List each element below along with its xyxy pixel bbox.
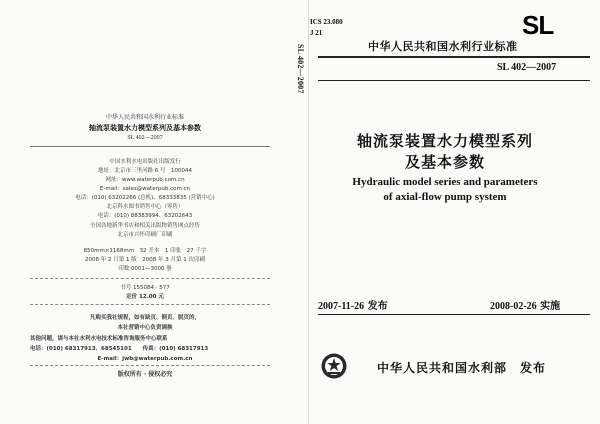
- national-emblem-icon: [320, 352, 348, 380]
- classification-codes: [310, 17, 343, 39]
- back-cover: [0, 0, 290, 424]
- issue-date-block: [318, 297, 388, 312]
- back-series-title: 中华人民共和国水利行业标准: [105, 114, 184, 121]
- quality-note-2: 本社营销中心负责调换: [117, 325, 173, 331]
- back-divider-1: [30, 146, 270, 147]
- issue-date: 2007-11-26: [318, 301, 365, 312]
- front-standard-number: SL 402—2007: [497, 62, 557, 73]
- contact-note-2: 电话：(010) 68317913、68545101 传真：(010) 68317913: [30, 346, 209, 352]
- title-chinese-line-2: 及基本参数: [404, 153, 485, 171]
- implement-label: 实施: [540, 301, 561, 312]
- issuing-authority: 中华人民共和国水利部 发布: [377, 361, 547, 375]
- class-code: J 21: [310, 29, 323, 37]
- back-standard-number: SL 402—2007: [127, 135, 163, 141]
- industry-standard-heading: 中华人民共和国水利行业标准: [368, 40, 518, 53]
- sl-logo: SL: [522, 10, 554, 40]
- back-divider-3: [30, 304, 270, 305]
- spine-fold-line: [308, 0, 309, 424]
- implement-date-block: [490, 297, 560, 312]
- printer: 北京市兴怀印刷厂印刷: [117, 232, 173, 238]
- retail-department: 北京科水图书销售中心（零售）: [106, 204, 184, 210]
- quality-note-1: 凡购买我社规程，如有缺页、倒页、脱页的，: [89, 315, 200, 321]
- contact-email: E-mail：jwb@waterpub.com.cn: [97, 356, 193, 362]
- back-divider-4: [30, 365, 270, 366]
- book-specs-1: 850mm×1168mm 32 开本 1 印张 27 千字: [83, 248, 207, 254]
- publisher: 中国水利水电出版社出版发行: [109, 159, 181, 165]
- publisher-phone: 电话：(010) 63202266 (总机)、68333835 (营销中心): [75, 195, 215, 201]
- publisher-address: 地址：北京市三里河路 6 号 100044: [98, 168, 192, 174]
- publisher-website: 网址：www.waterpub.com.cn: [105, 177, 185, 183]
- number-rule: [318, 80, 590, 81]
- back-standard-title: 轴流泵装置水力模型系列及基本参数: [89, 124, 201, 132]
- title-english-line-2: of axial-flow pump system: [383, 191, 507, 203]
- price: 定价 12.00 元: [126, 294, 164, 300]
- ics-code: ICS 23.080: [310, 18, 343, 26]
- retail-phone: 电话：(010) 88383994、63202643: [97, 213, 193, 219]
- print-run: 印数 0001—3000 册: [118, 266, 172, 272]
- title-english-line-1: Hydraulic model series and parameters: [352, 176, 538, 188]
- back-divider-2: [30, 278, 270, 279]
- copyright-notice: 版权所有 · 侵权必究: [117, 371, 173, 378]
- contact-note-1: 其他问题，请与本社水利水电技术标准咨询服务中心联系: [30, 336, 168, 342]
- book-specs-2: 2008 年 2 月第 1 版 2008 年 3 月第 1 次印刷: [85, 257, 205, 263]
- implement-date: 2008-02-26: [490, 301, 537, 312]
- title-chinese-line-1: 轴流泵装置水力模型系列: [356, 132, 533, 150]
- issue-label: 发布: [367, 301, 388, 312]
- spine-standard-number: SL 402—2007: [296, 44, 305, 94]
- book-number: 书号 155084 · 577: [120, 285, 170, 291]
- header-rule: [318, 56, 590, 58]
- date-rule: [318, 314, 590, 315]
- publisher-email: E-mail：sales@waterpub.com.cn: [99, 186, 191, 192]
- distributors: 全国各地新华书店和相关出版物销售网点经售: [89, 223, 200, 229]
